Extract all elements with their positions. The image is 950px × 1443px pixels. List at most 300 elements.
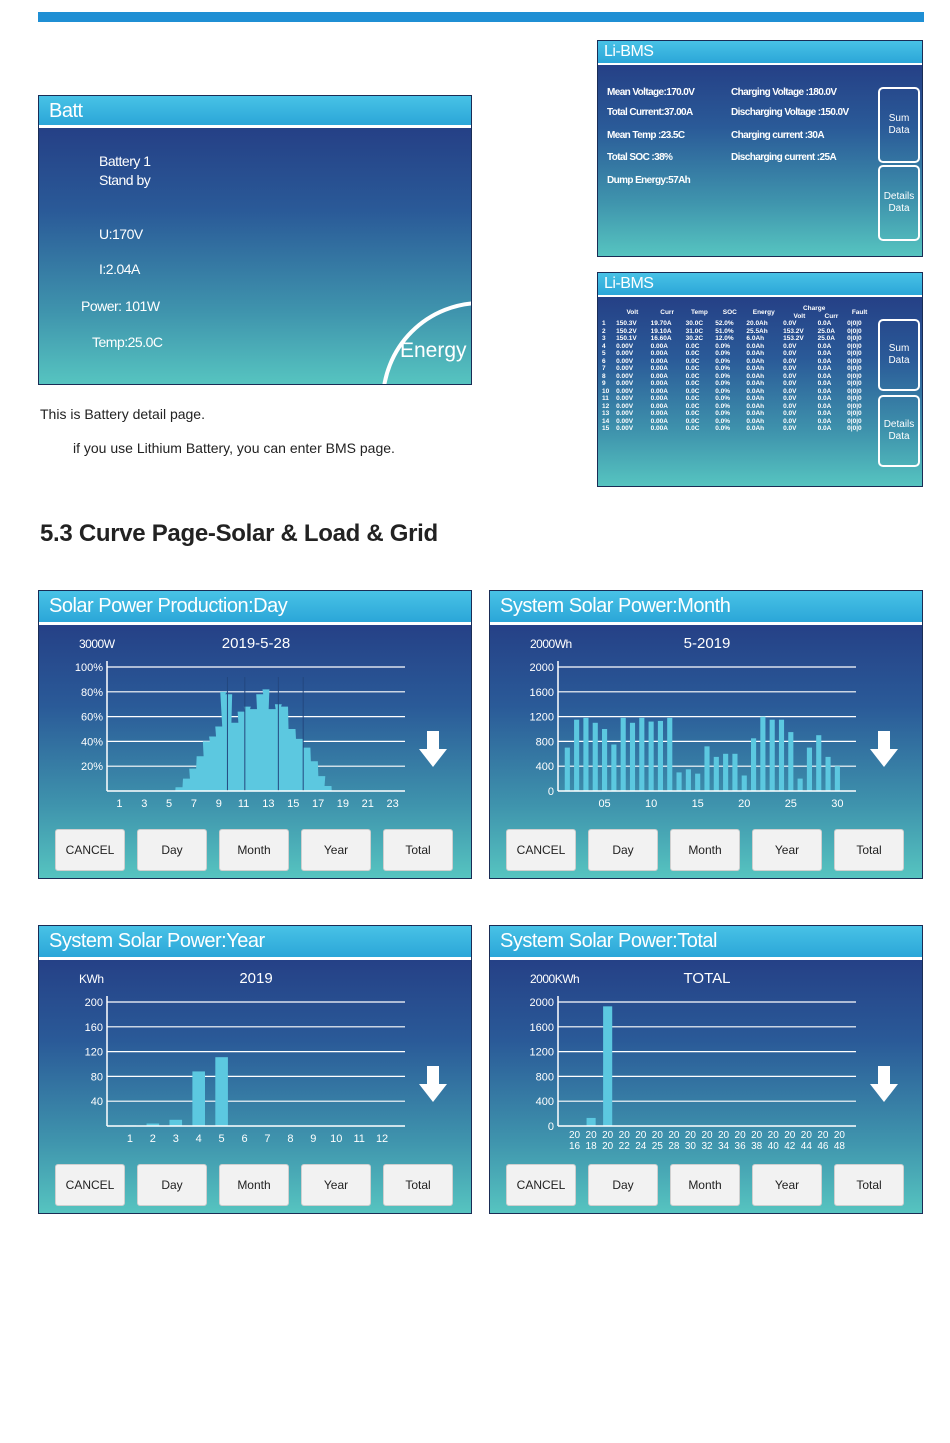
bms-table-cell: 7 xyxy=(602,365,606,372)
bms-table-cell: 0.00V xyxy=(616,425,634,432)
bms-col-header: SOC xyxy=(722,308,737,316)
bms-table-cell: 0.00V xyxy=(616,410,634,417)
bar xyxy=(677,772,682,791)
bms-col-header: Charge xyxy=(802,305,826,312)
bms-table-cell: 15 xyxy=(602,425,610,432)
section-heading: 5.3 Curve Page-Solar & Load & Grid xyxy=(40,520,438,547)
x-tick-label xyxy=(652,1130,664,1152)
y-tick-label: 1200 xyxy=(529,711,554,724)
y-tick-label: 60% xyxy=(80,711,103,724)
x-tick-label: 11 xyxy=(353,1133,365,1145)
x-tick-century: 20 xyxy=(602,1130,614,1141)
bms-table-cell: 0.0Ah xyxy=(746,410,765,417)
chart-total-button[interactable]: Total xyxy=(383,1164,453,1206)
bar xyxy=(621,718,626,791)
x-tick-label xyxy=(801,1130,813,1152)
bms-table-cell: 12.0% xyxy=(715,335,734,342)
bms-sum-screen xyxy=(597,40,923,257)
y-tick-label: 400 xyxy=(535,761,554,774)
chart-panel-title: System Solar Power:Total xyxy=(490,926,922,960)
x-tick-label xyxy=(668,1130,680,1152)
bms-table-cell: 20.0Ah xyxy=(746,320,768,327)
bms-table-cell: 0.00A xyxy=(650,372,668,380)
x-tick-year: 22 xyxy=(618,1141,630,1152)
bms-table-cell: 0.0Ah xyxy=(746,417,765,425)
bms-table-cell: 0.0A xyxy=(817,380,832,387)
bms-table-cell: 0.0Ah xyxy=(746,380,765,387)
energy-button[interactable]: Energy xyxy=(400,339,467,362)
bar xyxy=(723,754,728,791)
bar xyxy=(695,774,700,791)
x-tick-label: 19 xyxy=(336,798,350,810)
details-data-button[interactable]: Details Data xyxy=(878,165,920,241)
x-tick-label: 21 xyxy=(361,798,374,810)
bms-table-cell: 0.00V xyxy=(616,387,634,395)
bms-table-cell: 0.0Ah xyxy=(746,342,765,350)
bar xyxy=(798,779,803,791)
x-tick-year: 25 xyxy=(651,1141,663,1152)
bar xyxy=(704,746,709,791)
total-chart-screen xyxy=(489,925,923,1214)
bms-table-cell: 4 xyxy=(602,342,606,350)
bms-col-header: Fault xyxy=(851,308,868,316)
bms-table-cell: 0.0C xyxy=(685,402,700,410)
bms-table-cell: 0|0|0 xyxy=(847,327,862,335)
bar xyxy=(649,722,654,791)
bms-table-row xyxy=(601,380,873,388)
chart-day-button[interactable]: Day xyxy=(588,829,658,871)
chart-day-button[interactable]: Day xyxy=(137,1164,207,1206)
bms-table-cell: 14 xyxy=(602,417,610,425)
chart-day-button[interactable]: Day xyxy=(588,1164,658,1206)
bms-total-soc: Total SOC :38% xyxy=(607,152,673,163)
bms-table-cell: 13 xyxy=(602,410,610,417)
x-tick-label: 23 xyxy=(386,798,399,810)
x-tick-century: 20 xyxy=(833,1130,846,1141)
x-tick-label: 05 xyxy=(598,798,611,810)
bms-table-cell: 0.0% xyxy=(715,410,731,417)
bms-table-cell: 19.70A xyxy=(650,320,672,327)
chart-year-button[interactable]: Year xyxy=(752,1164,822,1206)
bms-table-cell: 0.00V xyxy=(616,402,634,410)
bms-table-cell: 0.0C xyxy=(685,387,700,395)
x-tick-century: 20 xyxy=(817,1130,829,1141)
bms-table-cell: 0.0C xyxy=(685,372,700,380)
bms-table-cell: 0.0V xyxy=(783,402,797,410)
bms-table-cell: 0.0A xyxy=(817,387,832,395)
chart-panel-title: System Solar Power:Month xyxy=(490,591,922,625)
x-tick-century: 20 xyxy=(734,1130,746,1141)
bms-table-cell: 0.0A xyxy=(817,342,832,350)
x-tick-century: 20 xyxy=(618,1130,630,1141)
bms-table-cell: 8 xyxy=(602,372,606,380)
y-tick-label: 800 xyxy=(535,1071,554,1084)
bms-table-cell: 0.00V xyxy=(616,342,634,350)
x-tick-label xyxy=(569,1130,581,1152)
bms-charge-subheader: Volt xyxy=(793,312,806,320)
y-tick-label: 2000 xyxy=(529,662,554,674)
battery-temp: Temp:25.0C xyxy=(92,334,163,350)
chart-unit-label: 3000W xyxy=(79,637,115,651)
bar xyxy=(630,723,635,791)
bms-table-cell: 0.0A xyxy=(817,357,832,365)
bms-table-cell: 0.0% xyxy=(715,387,731,395)
bar xyxy=(770,720,775,791)
bar xyxy=(603,1006,612,1126)
bms-table-cell: 3 xyxy=(602,335,606,342)
bms-table-cell: 0.0V xyxy=(783,380,797,387)
chart-title: TOTAL xyxy=(683,970,731,987)
x-tick-label: 13 xyxy=(262,798,275,810)
bms-table-cell: 31.0C xyxy=(685,327,704,335)
chart-cancel-button[interactable]: CANCEL xyxy=(55,1164,125,1206)
bms-col-header: Temp xyxy=(691,308,708,316)
batt-screen xyxy=(38,95,472,385)
day-chart-screen xyxy=(38,590,472,879)
bms-mean-temp: Mean Temp :23.5C xyxy=(607,130,685,141)
doc-line-2: if you use Lithium Battery, you can enter BMS page. xyxy=(73,440,395,456)
bms-table-cell: 0.0Ah xyxy=(746,395,765,402)
bms-table-cell: 0.00A xyxy=(650,357,668,365)
bms-table-cell: 0.00A xyxy=(650,342,668,350)
bms-col-header: Volt xyxy=(626,308,639,316)
bms-dump-energy: Dump Energy:57Ah xyxy=(607,175,691,186)
bar xyxy=(215,1057,228,1126)
bms-details-title: Li-BMS xyxy=(598,273,922,297)
x-tick-label xyxy=(718,1130,730,1152)
batt-title: Batt xyxy=(39,96,471,128)
bms-table-row xyxy=(601,343,873,351)
bms-charging-current: Charging current :30A xyxy=(731,130,824,141)
chart-button-row xyxy=(55,1164,455,1206)
bms-table-cell: 0.00V xyxy=(616,365,634,372)
x-tick-year: 38 xyxy=(751,1141,763,1152)
bms-table-row xyxy=(601,418,873,426)
x-tick-label xyxy=(751,1130,763,1152)
bms-table-cell: 0|0|0 xyxy=(847,395,862,402)
x-tick-label: 1 xyxy=(126,1133,133,1145)
bms-table-row xyxy=(601,425,873,433)
bms-table-row xyxy=(601,373,873,381)
chart-button-row xyxy=(506,829,906,871)
chart-title: 2019-5-28 xyxy=(221,635,291,652)
x-tick-label: 5 xyxy=(218,1133,225,1145)
chart-total-button[interactable]: Total xyxy=(834,829,904,871)
bms-table-cell: 0|0|0 xyxy=(847,342,862,350)
bms-table-cell: 25.0A xyxy=(817,335,835,342)
chart-month-button[interactable]: Month xyxy=(219,829,289,871)
bms-mean-voltage: Mean Voltage:170.0V xyxy=(607,87,695,98)
x-tick-label: 2 xyxy=(149,1133,156,1145)
bms-table-cell: 0.00V xyxy=(616,380,634,387)
x-tick-label: 30 xyxy=(831,798,844,810)
bms-table-cell: 0.0C xyxy=(685,365,700,372)
bms-table-cell: 0.0V xyxy=(783,357,797,365)
bms-table-cell: 0.0A xyxy=(817,372,832,380)
scroll-down-arrow-icon[interactable] xyxy=(419,1066,447,1102)
bms-table-cell: 0.0V xyxy=(783,372,797,380)
bar xyxy=(835,766,840,791)
bms-table-row xyxy=(601,358,873,366)
bms-table-cell: 0.0Ah xyxy=(746,372,765,380)
bms-table-cell: 0.00A xyxy=(650,380,668,387)
bms-table-cell: 150.2V xyxy=(616,327,637,335)
bms-table-cell: 150.3V xyxy=(616,320,637,327)
battery-current: I:2.04A xyxy=(99,261,140,277)
x-tick-label: 1 xyxy=(116,798,123,810)
chart-unit-label: 2000KWh xyxy=(530,972,580,986)
x-tick-year: 36 xyxy=(734,1141,746,1152)
x-tick-century: 20 xyxy=(635,1130,647,1141)
x-tick-year: 48 xyxy=(833,1141,846,1152)
bms-table-cell: 0.0V xyxy=(783,320,797,327)
day-area-series xyxy=(175,689,331,791)
battery-name: Battery 1 xyxy=(99,153,151,169)
bar xyxy=(192,1071,205,1126)
bms-table-cell: 16.60A xyxy=(650,335,672,342)
bms-table-cell: 0.00V xyxy=(616,372,634,380)
bms-table-cell: 0|0|0 xyxy=(847,350,862,357)
bms-table-cell: 1 xyxy=(602,320,606,327)
bms-table-cell: 0.0V xyxy=(783,342,797,350)
x-tick-century: 20 xyxy=(751,1130,763,1141)
bms-table-cell: 0.0C xyxy=(685,395,700,402)
x-tick-label: 17 xyxy=(311,798,325,810)
sum-data-button-2[interactable]: Sum Data xyxy=(878,319,920,391)
bms-table-cell: 0.0V xyxy=(783,417,797,425)
bms-table-cell: 0.0V xyxy=(783,387,797,395)
x-tick-year: 18 xyxy=(585,1141,597,1152)
x-tick-century: 20 xyxy=(585,1130,597,1141)
bms-table-cell: 0|0|0 xyxy=(847,425,862,432)
chart-month-button[interactable]: Month xyxy=(670,829,740,871)
chart-month-button[interactable]: Month xyxy=(219,1164,289,1206)
x-tick-year: 28 xyxy=(668,1141,680,1152)
chart-plot xyxy=(39,926,472,1166)
bms-table-cell: 0.00A xyxy=(650,350,668,357)
bms-table-cell: 51.0% xyxy=(715,327,734,335)
details-data-button-2[interactable]: Details Data xyxy=(878,395,920,467)
bms-table-cell: 0.0V xyxy=(783,425,797,432)
y-tick-label: 1600 xyxy=(529,1021,554,1034)
bms-table-cell: 0.0Ah xyxy=(746,357,765,365)
bms-table-cell: 9 xyxy=(602,380,606,387)
bar xyxy=(751,738,756,791)
bms-table-cell: 0.0C xyxy=(685,425,700,432)
bms-table-cell: 25.0A xyxy=(817,327,835,335)
bms-table-cell: 0.00V xyxy=(616,350,634,357)
bar xyxy=(602,729,607,791)
chart-total-button[interactable]: Total xyxy=(834,1164,904,1206)
bms-details-screen xyxy=(597,272,923,487)
chart-unit-label: 2000Wh xyxy=(530,637,572,651)
battery-power: Power: 101W xyxy=(81,298,160,314)
bar xyxy=(732,754,737,791)
chart-cancel-button[interactable]: CANCEL xyxy=(506,829,576,871)
bar xyxy=(826,757,831,791)
x-tick-label: 9 xyxy=(215,798,222,810)
year-chart-screen xyxy=(38,925,472,1214)
top-accent-bar xyxy=(38,12,924,22)
x-tick-label: 11 xyxy=(237,798,250,810)
x-tick-year: 34 xyxy=(717,1141,730,1152)
scroll-down-arrow-icon[interactable] xyxy=(870,731,898,767)
bms-table-cell: 0.00A xyxy=(650,395,668,402)
chart-year-button[interactable]: Year xyxy=(301,1164,371,1206)
bar xyxy=(593,723,598,791)
chart-button-row xyxy=(55,829,455,871)
y-tick-label: 2000 xyxy=(529,997,554,1009)
bms-col-header: Energy xyxy=(752,308,775,316)
x-tick-label: 20 xyxy=(738,798,751,810)
sum-data-button[interactable]: Sum Data xyxy=(878,87,920,163)
y-tick-label: 200 xyxy=(84,997,103,1009)
x-tick-year: 46 xyxy=(817,1141,829,1152)
bms-table-cell: 0.0% xyxy=(715,350,731,357)
x-tick-year: 32 xyxy=(701,1141,713,1152)
bms-table-cell: 0.0V xyxy=(783,395,797,402)
bms-table-cell: 0.0% xyxy=(715,395,731,402)
chart-month-button[interactable]: Month xyxy=(670,1164,740,1206)
y-tick-label: 160 xyxy=(84,1021,103,1034)
x-tick-label: 4 xyxy=(195,1133,202,1145)
x-tick-label xyxy=(784,1130,796,1152)
bar xyxy=(816,735,821,791)
x-tick-label: 5 xyxy=(166,798,173,810)
bms-col-header: Curr xyxy=(660,308,674,316)
chart-year-button[interactable]: Year xyxy=(301,829,371,871)
bms-charging-voltage: Charging Voltage :180.0V xyxy=(731,87,837,98)
bms-table-cell: 0.0Ah xyxy=(746,402,765,410)
chart-panel-title: System Solar Power:Year xyxy=(39,926,471,960)
x-tick-label: 7 xyxy=(264,1133,271,1145)
bms-table-cell: 0.0% xyxy=(715,425,731,432)
bms-table-cell: 6.0Ah xyxy=(746,335,765,342)
chart-total-button[interactable]: Total xyxy=(383,829,453,871)
bms-table-cell: 0.00A xyxy=(650,387,668,395)
bms-table-cell: 0.0% xyxy=(715,417,731,425)
bms-table-cell: 0.0V xyxy=(783,350,797,357)
x-tick-century: 20 xyxy=(767,1130,779,1141)
x-tick-label: 15 xyxy=(287,798,300,810)
x-tick-century: 20 xyxy=(651,1130,663,1141)
bms-table-cell: 0.0% xyxy=(715,342,731,350)
bar xyxy=(169,1120,182,1126)
bms-table-cell: 0.00V xyxy=(616,395,634,402)
bms-total-current: Total Current:37.00A xyxy=(607,107,693,118)
x-tick-label: 3 xyxy=(141,798,148,810)
bms-table-row xyxy=(601,328,873,336)
bms-table-cell: 0.0A xyxy=(817,320,832,327)
scroll-down-arrow-icon[interactable] xyxy=(419,731,447,767)
bms-table-cell: 0.0Ah xyxy=(746,425,765,432)
x-tick-year: 30 xyxy=(684,1141,697,1152)
bms-table-cell: 0|0|0 xyxy=(847,402,862,410)
x-tick-label xyxy=(768,1130,780,1152)
x-tick-label xyxy=(602,1130,614,1152)
bms-table-cell: 0.0C xyxy=(685,357,700,365)
bar xyxy=(583,718,588,791)
bar xyxy=(714,757,719,791)
bar xyxy=(788,732,793,791)
x-tick-label: 10 xyxy=(645,798,658,810)
bms-table-cell: 0.00V xyxy=(616,417,634,425)
bms-table-cell: 0.00A xyxy=(650,410,668,417)
x-tick-label: 15 xyxy=(691,798,704,810)
bms-table-cell: 30.0C xyxy=(685,320,704,327)
x-tick-label xyxy=(817,1130,829,1152)
chart-year-button[interactable]: Year xyxy=(752,829,822,871)
bms-table-cell: 0.0C xyxy=(685,350,700,357)
y-tick-label: 1600 xyxy=(529,686,554,699)
bms-table-cell: 0.0A xyxy=(817,395,832,402)
chart-cancel-button[interactable]: CANCEL xyxy=(55,829,125,871)
bar xyxy=(779,720,784,791)
x-tick-label xyxy=(635,1130,647,1152)
x-tick-century: 20 xyxy=(668,1130,680,1141)
bms-col-header xyxy=(601,305,615,320)
bms-table-cell: 153.2V xyxy=(783,327,804,335)
bms-table-cell: 0.0C xyxy=(685,380,700,387)
y-tick-label: 40 xyxy=(90,1096,103,1109)
bms-table-cell: 0.0C xyxy=(685,410,700,417)
bms-table-cell: 0.0A xyxy=(817,350,832,357)
bar xyxy=(639,718,644,791)
bms-table-cell: 0.0A xyxy=(817,417,832,425)
battery-voltage: U:170V xyxy=(99,226,143,242)
bms-table-cell: 0.0% xyxy=(715,372,731,380)
bar xyxy=(742,776,747,792)
bms-table-cell: 12 xyxy=(602,402,610,410)
x-tick-year: 44 xyxy=(800,1141,812,1152)
bms-table-cell: 0.0C xyxy=(685,342,700,350)
x-tick-label xyxy=(685,1130,697,1152)
x-tick-label xyxy=(834,1130,846,1152)
x-tick-century: 20 xyxy=(800,1130,812,1141)
scroll-down-arrow-icon[interactable] xyxy=(870,1066,898,1102)
chart-cancel-button[interactable]: CANCEL xyxy=(506,1164,576,1206)
bms-charge-subheader: Curr xyxy=(824,312,839,320)
bms-table-cell: 5 xyxy=(602,350,606,357)
x-tick-year: 40 xyxy=(767,1141,779,1152)
bar xyxy=(807,748,812,791)
month-chart-screen xyxy=(489,590,923,879)
y-tick-label: 800 xyxy=(535,736,554,749)
x-tick-century: 20 xyxy=(717,1130,730,1141)
bms-table-cell: 10 xyxy=(602,387,610,395)
bms-table-cell: 0.0V xyxy=(783,410,797,417)
y-tick-label: 100% xyxy=(74,662,103,674)
x-tick-label: 6 xyxy=(241,1133,248,1145)
bms-table-cell: 52.0% xyxy=(715,320,734,327)
bms-table-cell: 0.0% xyxy=(715,365,731,372)
y-tick-label: 20% xyxy=(80,761,103,774)
bms-table-cell: 0|0|0 xyxy=(847,372,862,380)
bms-table-row xyxy=(601,395,873,403)
bms-table-cell: 0.0% xyxy=(715,357,731,365)
bms-table-cell: 150.1V xyxy=(616,335,637,342)
y-tick-label: 120 xyxy=(84,1046,103,1059)
bms-table-cell: 0.0Ah xyxy=(746,387,765,395)
bms-table-cell: 0.0A xyxy=(817,410,832,417)
y-tick-label: 400 xyxy=(535,1096,554,1109)
x-tick-label: 7 xyxy=(190,798,197,810)
chart-day-button[interactable]: Day xyxy=(137,829,207,871)
y-tick-label: 1200 xyxy=(529,1046,554,1059)
chart-button-row xyxy=(506,1164,906,1206)
y-tick-label: 40% xyxy=(80,736,103,749)
bms-table-cell: 0|0|0 xyxy=(847,335,862,342)
